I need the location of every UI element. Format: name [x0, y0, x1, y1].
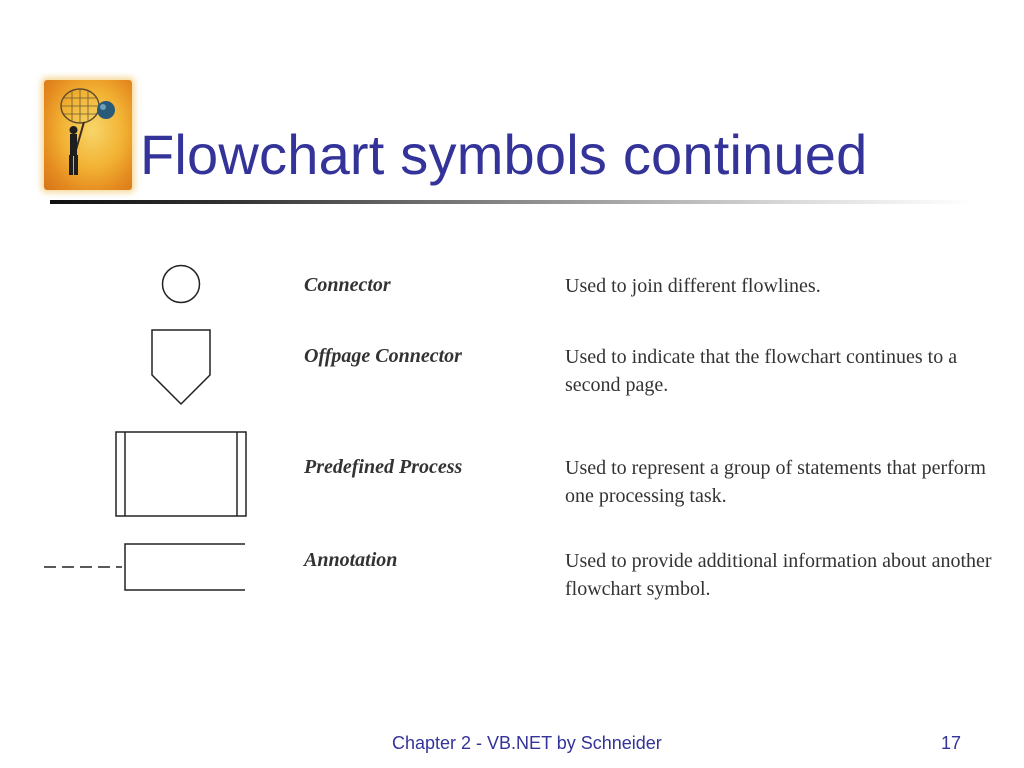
- symbol-desc-offpage-connector: Used to indicate that the flowchart continues to a second page.: [565, 346, 958, 396]
- symbol-name-annotation: Annotation: [304, 549, 398, 571]
- symbol-desc-predefined-process: Used to represent a group of statements that perform one processing task.: [565, 457, 986, 507]
- symbol-name-offpage-connector: Offpage Connector: [304, 345, 462, 367]
- symbol-desc-connector: Used to join different flowlines.: [565, 275, 821, 297]
- logo-image: [44, 80, 132, 190]
- symbol-desc-annotation: Used to provide additional information about another flowchart symbol.: [565, 550, 992, 600]
- symbol-name-predefined-process: Predefined Process: [304, 456, 463, 478]
- symbol-name-connector: Connector: [304, 274, 391, 296]
- page-number: 17: [941, 733, 962, 753]
- offpage-connector-icon: [149, 327, 213, 407]
- annotation-bracket-icon: [40, 540, 250, 596]
- figure-with-net-icon: [44, 80, 132, 190]
- slide-title: Flowchart symbols continued: [140, 123, 868, 186]
- title-divider: [50, 200, 970, 204]
- predefined-process-icon: [113, 430, 249, 520]
- footer-text: Chapter 2 - VB.NET by Schneider: [392, 733, 662, 753]
- connector-circle-icon: [158, 263, 204, 305]
